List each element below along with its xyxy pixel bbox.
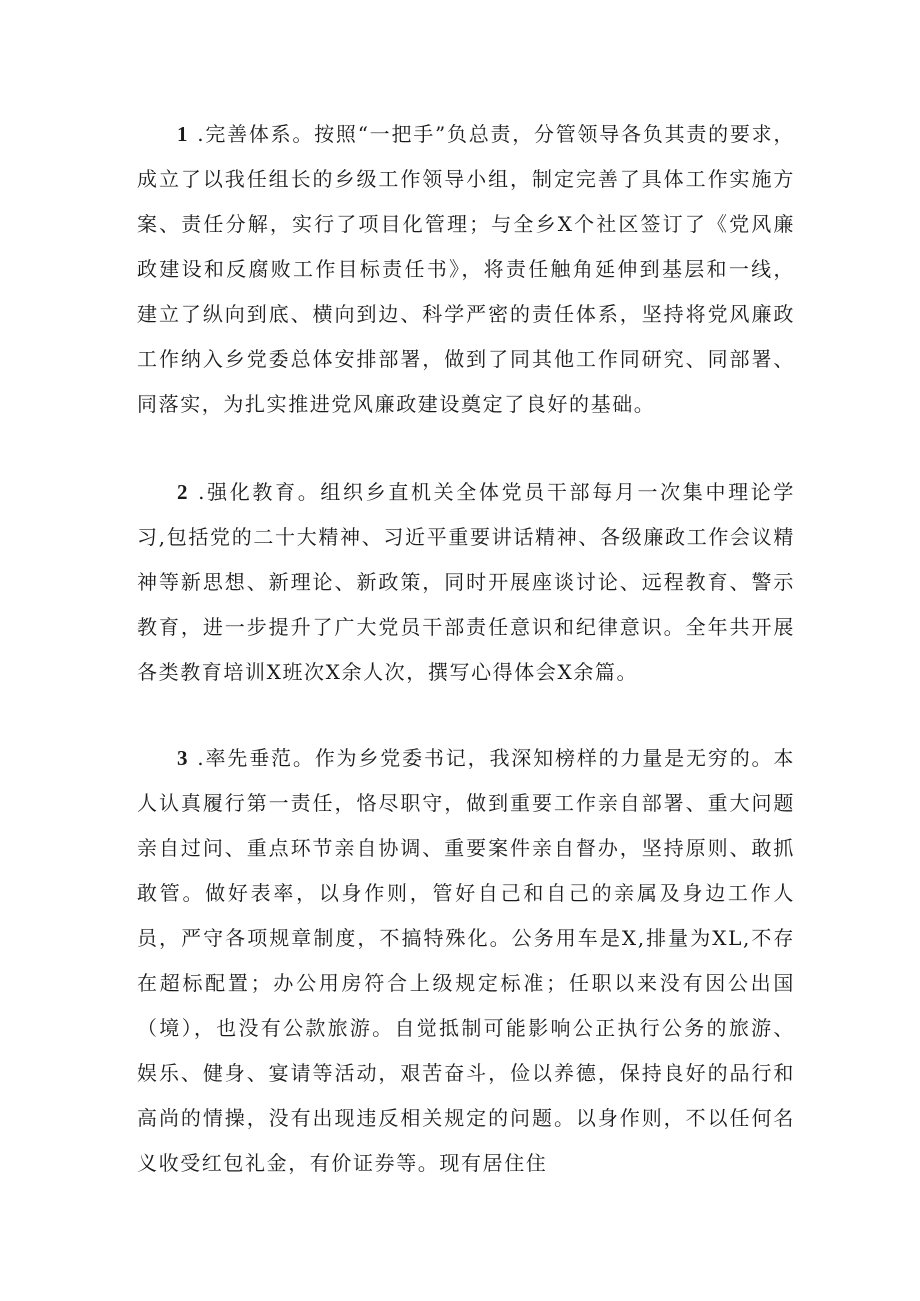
paragraph-text: .率先垂范。作为乡党委书记，我深知榜样的力量是无穷的。本人认真履行第一责任，恪尽职守，做到重要工作亲自部署、重大问题亲自过问、重点环节亲自协调、重要案件亲自督办，坚持原则、敢抓敢管。做好表率，以身作则，管好自己和自己的亲属及身边工作人员，严守各项规章制度，不搞特殊化。公务用车是X,排量为XL,不存在超标配置；办公用房符合上级规定标准；任职以来没有因公出国（境），也没有公款旅游。自觉抵制可能影响公正执行公务的旅游、娱乐、健身、宴请等活动，艰苦奋斗，俭以养德，保持良好的品行和高尚的情操，没有出现违反相关规定的问题。以身作则，不以任何名义收受红包礼金，有价证券等。现有居住住 bbox=[137, 746, 795, 1175]
paragraph-text: .完善体系。按照“一把手”负总责，分管领导各负其责的要求，成立了以我任组长的乡级工作领导小组，制定完善了具体工作实施方案、责任分解，实行了项目化管理；与全乡X个社区签订了《党风廉政建设和反腐败工作目标责任书》，将责任触角延伸到基层和一线，建立了纵向到底、横向到边、科学严密的责任体系，坚持将党风廉政工作纳入乡党委总体安排部署，做到了同其他工作同研究、同部署、同落实，为扎实推进党风廉政建设奠定了良好的基础。 bbox=[137, 122, 795, 416]
paragraph-2 bbox=[137, 470, 795, 695]
paragraph-number: 1 bbox=[177, 122, 190, 146]
paragraph-number: 3 bbox=[177, 746, 190, 770]
paragraph-text: .强化教育。组织乡直机关全体党员干部每月一次集中理论学习,包括党的二十大精神、习近平重要讲话精神、各级廉政工作会议精神等新思想、新理论、新政策，同时开展座谈讨论、远程教育、警示教育，进一步提升了广大党员干部责任意识和纪律意识。全年共开展各类教育培训X班次X余人次，撰写心得体会X余篇。 bbox=[137, 480, 795, 684]
paragraph-number: 2 bbox=[177, 480, 190, 504]
paragraph-3 bbox=[137, 736, 795, 1186]
paragraph-1 bbox=[137, 112, 795, 427]
